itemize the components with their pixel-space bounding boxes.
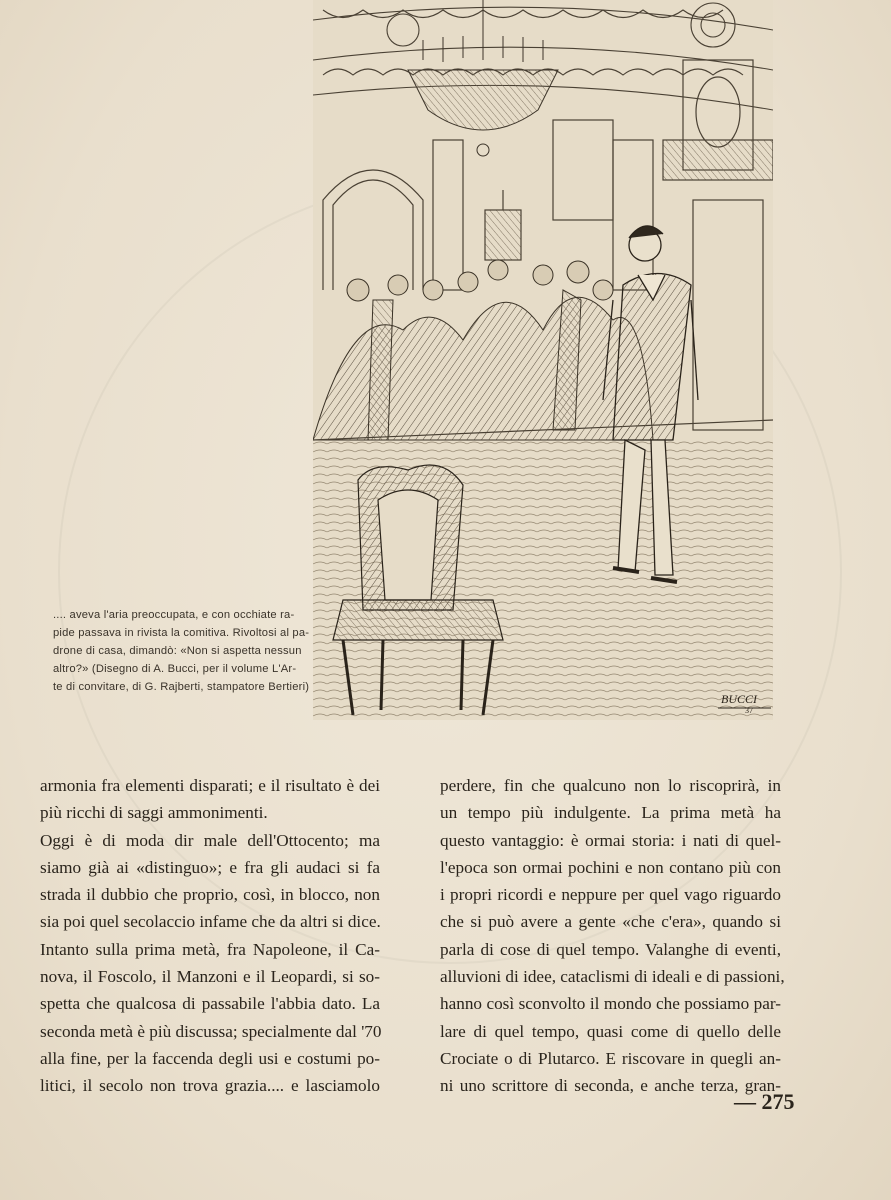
text-line: nova, il Foscolo, il Manzoni e il Leopardi, si so-	[40, 967, 380, 987]
text-line: Oggi è di moda dir male dell'Ottocento; ma	[40, 830, 380, 850]
caption-line: te di convitare, di G. Rajberti, stampatore Bertieri)	[53, 681, 310, 693]
caption-line: drone di casa, dimandò: «Non si aspetta nessun	[53, 645, 302, 657]
page-number: — 275	[734, 1089, 795, 1114]
text-line: che si può avere a gente «che c'era», quando si	[440, 912, 781, 932]
text-line: perdere, fin che qualcuno non lo riscoprirà, in	[440, 776, 781, 795]
text-line: Crociate o di Plutarco. E riscovare in quegli an-	[440, 1048, 781, 1068]
text-line: sia poi quel secolaccio infame che da altri si dice.	[40, 912, 381, 932]
caption-line: pide passava in rivista la comitiva. Rivoltosi al pa-	[53, 627, 310, 639]
text-line: Intanto sulla prima metà, fra Napoleone, il Ca-	[40, 939, 380, 959]
text-column-right	[440, 772, 785, 1100]
text-line: più ricchi di saggi ammonimenti.	[40, 803, 268, 823]
text-line: un tempo più indulgente. La prima metà ha	[440, 803, 781, 823]
illustration-caption	[53, 606, 310, 696]
text-line: l'epoca son ormai pochini e non contano più con	[440, 857, 781, 877]
caption-line: altro?» (Disegno di A. Bucci, per il volume L'Ar-	[53, 663, 297, 675]
text-line: alluvioni di idee, cataclismi di ideali e di passioni,	[440, 967, 785, 987]
text-line: siamo già ai «distinguo»; e fra gli audaci si fa	[40, 857, 380, 877]
text-line: alla fine, per la faccenda degli usi e costumi po-	[40, 1048, 380, 1068]
caption-line: .... aveva l'aria preoccupata, e con occhiate ra-	[53, 609, 295, 621]
text-line: ni uno scrittore di seconda, e anche terza, gran-	[440, 1076, 781, 1096]
text-line: seconda metà è più discussa; specialmente dal '70	[40, 1021, 382, 1041]
text-column-left	[40, 772, 380, 1100]
text-line: i propri ricordi e neppure per quel vago riguardo	[440, 885, 781, 905]
artist-signature-year: 37	[745, 706, 753, 715]
text-line: litici, il secolo non trova grazia.... e lasciamolo	[40, 1076, 380, 1096]
illustration-drawing	[313, 0, 773, 720]
text-line: questo vantaggio: è ormai storia: i nati di quel-	[440, 830, 781, 850]
text-line: armonia fra elementi disparati; e il risultato è dei	[40, 776, 380, 795]
text-line: spetta che qualcosa di passabile l'abbia dato. La	[40, 994, 380, 1014]
text-line: parla di cose di quel tempo. Valanghe di eventi,	[440, 939, 781, 959]
artist-signature: BUCCI	[721, 692, 757, 706]
illustration-salon-scene	[313, 0, 773, 720]
text-line: strada il dubbio che proprio, così, in blocco, non	[40, 885, 380, 905]
text-line: hanno così sconvolto il mondo che possiamo par-	[440, 994, 781, 1014]
text-line: lare di quel tempo, quasi come di quello delle	[440, 1021, 781, 1041]
